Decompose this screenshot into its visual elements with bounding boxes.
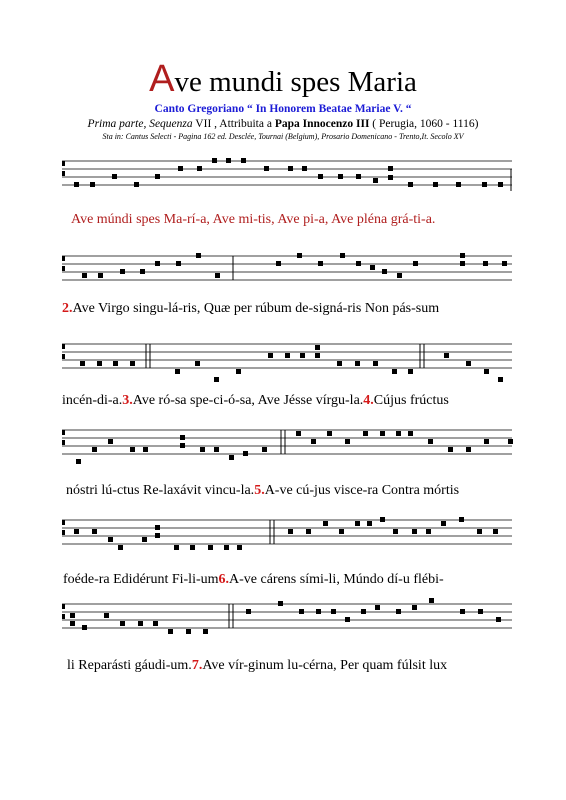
neumes: [76, 431, 513, 464]
lyric-line-1: [0, 212, 566, 228]
verse-number: 4.: [363, 393, 374, 408]
clef-icon: [62, 161, 65, 176]
lyric-text: nóstri lú-ctus Re-laxávit vincu-la.: [66, 483, 255, 498]
attribution-detail: ( Perugia, 1060 - 1116): [369, 118, 479, 130]
verse-number: 3.: [122, 393, 133, 408]
attribution: [0, 118, 566, 130]
neumes: [82, 253, 507, 278]
clef-icon: [62, 430, 65, 445]
neumes: [74, 517, 498, 550]
lyric-text: A-ve cárens sími-li, Múndo dí-u flébi-: [229, 572, 444, 587]
lyric-text: Ave ró-sa spe-ci-ó-sa, Ave Jésse vírgu-la.: [132, 393, 364, 408]
title-rest: ve mundi spes Maria: [174, 66, 417, 98]
lyric-line-6: [0, 658, 566, 674]
verse-number: 7.: [191, 658, 203, 673]
clef-icon: [62, 520, 65, 535]
attribution-part: Prima parte, Sequenza: [87, 118, 193, 130]
staff-6: [0, 598, 566, 642]
lyric-line-2: [0, 301, 566, 317]
attribution-seq: VII , Attribuita a: [192, 118, 275, 130]
attribution-author: Papa Innocenzo III: [274, 118, 370, 130]
neumes: [74, 158, 503, 187]
title-drop-initial: A: [149, 58, 175, 100]
staff-5: [0, 514, 566, 558]
lyric-line-3: [0, 393, 566, 409]
lyric-text: Ave Virgo singu-lá-ris, Quæ per rúbum de-signá-ris Non pás-sum: [72, 301, 440, 316]
lyric-text: foéde-ra Edidérunt Fi-li-um: [63, 572, 219, 587]
clef-icon: [62, 256, 65, 271]
lyric-line-4: [0, 483, 566, 499]
page-title: [0, 58, 566, 100]
verse-number: 6.: [218, 572, 230, 587]
staff-3: [0, 338, 566, 386]
neumes: [70, 598, 501, 634]
lyric-text: li Reparásti gáudi-um.: [67, 658, 192, 673]
lyric-text: A-ve cú-jus visce-ra Contra mórtis: [264, 483, 460, 498]
staff-4: [0, 424, 566, 464]
verse-number: 5.: [254, 483, 265, 498]
neumes: [80, 345, 503, 382]
lyric-text: Ave vír-ginum lu-cérna, Per quam fúlsit lux: [202, 658, 448, 673]
staff-1: [0, 155, 566, 195]
lyric-line-5: [0, 572, 566, 588]
lyric-text: Cújus frúctus: [373, 393, 449, 408]
verse-number: 2.: [62, 301, 73, 316]
subtitle: Canto Gregoriano “ In Honorem Beatae Mariae V. “: [154, 103, 412, 115]
staff-2: [0, 250, 566, 290]
lyric-text: incén-di-a.: [62, 393, 123, 408]
lyric-text: Ave múndi spes Ma-rí-a, Ave mi-tis, Ave pi-a, Ave pléna grá-ti-a.: [71, 212, 436, 227]
clef-icon: [62, 344, 65, 359]
source-note: Sta in: Cantus Selecti - Pagina 162 ed. Desclée, Tournai (Belgium), Prosario Domenicano - Trento,It. Secolo XV: [102, 132, 464, 141]
clef-icon: [62, 604, 65, 619]
